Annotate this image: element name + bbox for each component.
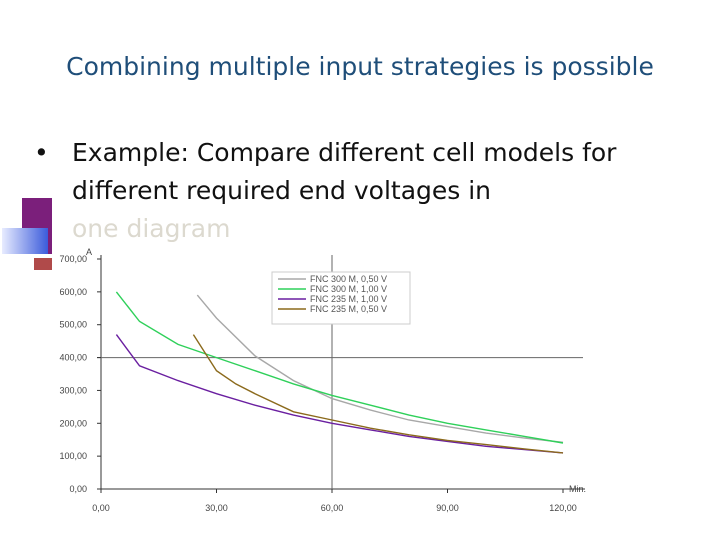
x-tick-label: 120,00: [549, 503, 577, 513]
y-tick-label: 500,00: [59, 319, 87, 330]
y-tick-label: 600,00: [59, 286, 87, 297]
legend-label: FNC 235 M, 1,00 V: [310, 294, 388, 304]
legend-label: FNC 300 M, 1,00 V: [310, 284, 388, 294]
y-tick-label: 400,00: [59, 352, 87, 363]
bullet-text-line1: Example: Compare different cell models for: [72, 138, 617, 167]
x-tick-label: 0,00: [92, 503, 110, 513]
slide-title: Combining multiple input strategies is possible: [66, 52, 654, 81]
y-tick-label: 100,00: [59, 451, 87, 462]
legend-label: FNC 235 M, 0,50 V: [310, 304, 388, 314]
x-tick-label: 60,00: [320, 503, 344, 513]
y-tick-label: 300,00: [59, 385, 87, 396]
bullet-text-line3: one diagram: [72, 214, 231, 243]
x-axis-label: Min.: [569, 484, 587, 494]
legend-label: FNC 300 M, 0,50 V: [310, 274, 388, 284]
x-tick-label: 90,00: [436, 503, 459, 513]
y-tick-label: 200,00: [59, 418, 87, 429]
x-tick-label: 30,00: [205, 503, 228, 513]
bullet-text-line2: different required end voltages in: [72, 176, 492, 205]
y-tick-label: 0,00: [69, 484, 87, 494]
y-axis-label: A: [85, 247, 93, 257]
y-tick-label: 700,00: [59, 254, 87, 264]
bullet-dot: •: [34, 138, 49, 167]
